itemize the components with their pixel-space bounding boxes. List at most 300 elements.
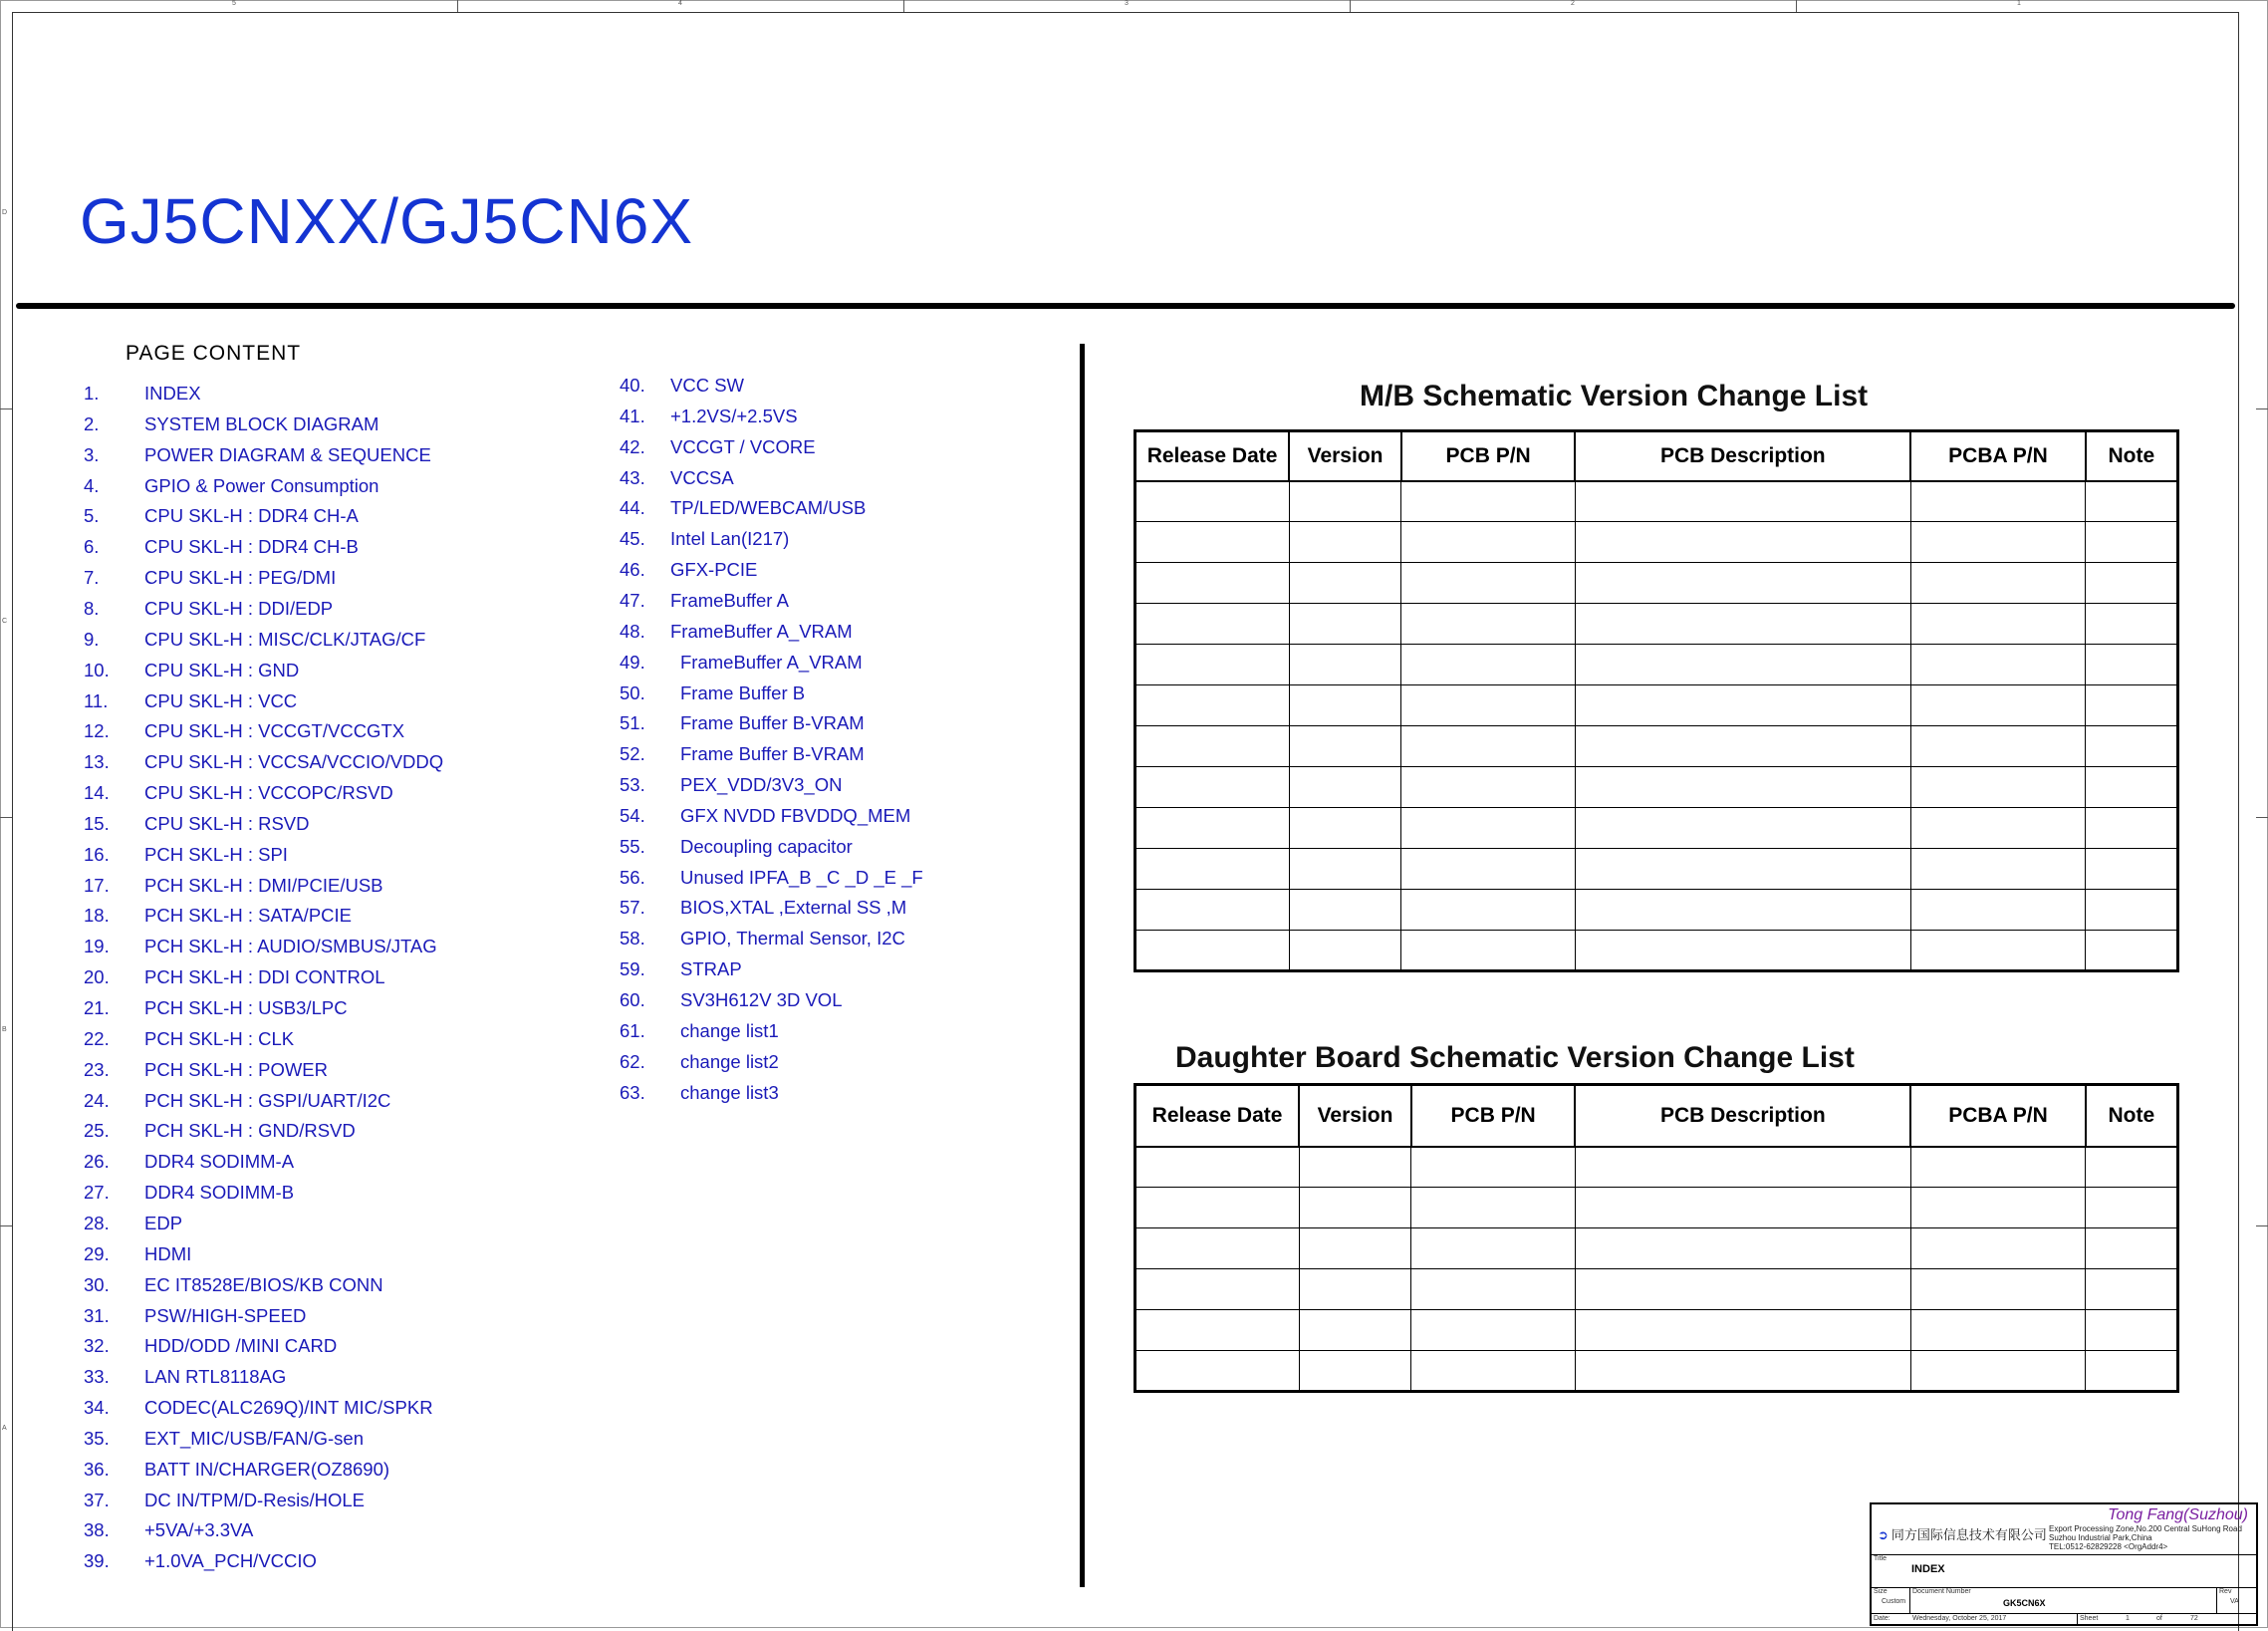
toc-item-number: 50. <box>620 681 645 703</box>
toc-item-label: BIOS,XTAL ,External SS ,M <box>680 897 907 919</box>
table-cell[interactable] <box>1299 1310 1411 1351</box>
toc-item-label: CPU SKL-H : DDR4 CH-A <box>144 505 359 527</box>
table-cell[interactable] <box>1401 685 1575 726</box>
tb-docnum-label: Document Number <box>1912 1588 1971 1595</box>
toc-item-number: 45. <box>620 528 645 550</box>
table-cell[interactable] <box>1575 890 1910 931</box>
page-title: GJ5CNXX/GJ5CN6X <box>80 185 694 257</box>
toc-item-label: CPU SKL-H : PEG/DMI <box>144 567 337 589</box>
toc-item-label: HDMI <box>144 1242 192 1264</box>
table-cell[interactable] <box>1401 890 1575 931</box>
table-cell[interactable] <box>2086 685 2178 726</box>
toc-item-number: 55. <box>620 835 645 857</box>
tb-title-value: INDEX <box>1911 1563 1945 1575</box>
toc-item-label: CPU SKL-H : VCC <box>144 689 298 711</box>
table-row <box>1135 1310 2178 1351</box>
table-cell[interactable] <box>2086 1228 2178 1269</box>
toc-item-number: 22. <box>84 1027 110 1049</box>
toc-item-label: FrameBuffer A_VRAM <box>670 620 853 642</box>
vertical-divider <box>1080 344 1085 1587</box>
toc-item-label: CPU SKL-H : VCCGT/VCCGTX <box>144 720 405 742</box>
toc-item-label: Intel Lan(I217) <box>670 528 790 550</box>
table-cell[interactable] <box>1910 685 2085 726</box>
toc-item-label: PCH SKL-H : SPI <box>144 843 288 865</box>
zone-tick <box>2256 408 2268 409</box>
zone-tick <box>2256 817 2268 818</box>
table-row <box>1135 563 2178 604</box>
toc-item-label: PCH SKL-H : GND/RSVD <box>144 1120 356 1142</box>
toc-item-number: 35. <box>84 1427 110 1449</box>
table-cell[interactable] <box>1289 685 1401 726</box>
toc-item-number: 33. <box>84 1366 110 1388</box>
toc-item-label: EDP <box>144 1212 183 1233</box>
toc-item-label: CPU SKL-H : MISC/CLK/JTAG/CF <box>144 628 426 650</box>
toc-item-number: 1. <box>84 383 100 404</box>
table-cell[interactable] <box>2086 481 2178 522</box>
table-cell[interactable] <box>1135 1351 1300 1392</box>
toc-item-label: Frame Buffer B-VRAM <box>680 712 865 734</box>
toc-item-label: CPU SKL-H : DDI/EDP <box>144 597 334 619</box>
table-cell[interactable] <box>1135 481 1290 522</box>
toc-item-number: 31. <box>84 1304 110 1326</box>
table-cell[interactable] <box>1299 1351 1411 1392</box>
toc-item-number: 16. <box>84 843 110 865</box>
toc-item-label: PCH SKL-H : SATA/PCIE <box>144 905 352 927</box>
page-content-heading: PAGE CONTENT <box>126 342 302 365</box>
table-row <box>1135 685 2178 726</box>
toc-item-number: 24. <box>84 1089 110 1111</box>
toc-item-label: DDR4 SODIMM-A <box>144 1151 295 1173</box>
toc-item-label: BATT IN/CHARGER(OZ8690) <box>144 1458 390 1480</box>
table-cell[interactable] <box>2086 726 2178 767</box>
tb-rule <box>1909 1587 1910 1613</box>
table-cell[interactable] <box>1299 1228 1411 1269</box>
address-line: Suzhou Industrial Park,China <box>2049 1533 2152 1542</box>
toc-item-label: LAN RTL8118AG <box>144 1366 287 1388</box>
table-cell[interactable] <box>1575 1310 1910 1351</box>
table-cell[interactable] <box>1289 726 1401 767</box>
toc-item-number: 41. <box>620 405 645 426</box>
table-cell[interactable] <box>1910 890 2085 931</box>
table-cell[interactable] <box>1575 808 1910 849</box>
table-cell[interactable] <box>1575 1351 1910 1392</box>
toc-item-number: 19. <box>84 936 110 957</box>
column-header: PCB P/N <box>1401 431 1575 481</box>
toc-item-label: +1.0VA_PCH/VCCIO <box>144 1550 317 1572</box>
table-row <box>1135 767 2178 808</box>
table-cell[interactable] <box>2086 1147 2178 1188</box>
toc-item-label: change list1 <box>680 1019 779 1041</box>
tb-of-label: of <box>2156 1615 2162 1622</box>
toc-item-number: 36. <box>84 1458 110 1480</box>
table-cell[interactable] <box>1411 1228 1575 1269</box>
table-cell[interactable] <box>1910 808 2085 849</box>
table-cell[interactable] <box>1135 849 1290 890</box>
table-cell[interactable] <box>1910 604 2085 645</box>
toc-item-label: INDEX <box>144 383 201 404</box>
tb-rule <box>2216 1587 2217 1613</box>
table-cell[interactable] <box>2086 767 2178 808</box>
table-row <box>1135 808 2178 849</box>
table-cell[interactable] <box>1289 522 1401 563</box>
table-cell[interactable] <box>1135 1228 1300 1269</box>
table-cell[interactable] <box>1575 563 1910 604</box>
toc-item-label: CPU SKL-H : GND <box>144 659 300 680</box>
tb-rule <box>1872 1554 2256 1555</box>
table-cell[interactable] <box>2086 808 2178 849</box>
table-row <box>1135 931 2178 971</box>
toc-item-number: 2. <box>84 412 100 434</box>
table-cell[interactable] <box>2086 1269 2178 1310</box>
toc-item-label: PCH SKL-H : DMI/PCIE/USB <box>144 874 383 896</box>
table-cell[interactable] <box>1575 604 1910 645</box>
toc-item-number: 5. <box>84 505 100 527</box>
table-cell[interactable] <box>1135 808 1290 849</box>
tb-size-label: Size <box>1874 1588 1888 1595</box>
table-cell[interactable] <box>1411 1351 1575 1392</box>
toc-item-number: 11. <box>84 689 109 711</box>
company-logo <box>1878 1524 2047 1543</box>
toc-item-label: +1.2VS/+2.5VS <box>670 405 798 426</box>
toc-item-number: 10. <box>84 659 110 680</box>
table-cell[interactable] <box>1135 604 1290 645</box>
table-row <box>1135 1228 2178 1269</box>
table-cell[interactable] <box>1299 1188 1411 1228</box>
table-cell[interactable] <box>1135 563 1290 604</box>
table-cell[interactable] <box>1135 1310 1300 1351</box>
table-cell[interactable] <box>1575 522 1910 563</box>
column-header: PCBA P/N <box>1910 1085 2085 1147</box>
toc-item-number: 23. <box>84 1058 110 1080</box>
toc-item-label: SYSTEM BLOCK DIAGRAM <box>144 412 379 434</box>
table-cell[interactable] <box>2086 522 2178 563</box>
toc-item-label: change list2 <box>680 1050 779 1072</box>
table-cell[interactable] <box>1411 1188 1575 1228</box>
toc-item-number: 9. <box>84 628 100 650</box>
toc-item-number: 18. <box>84 905 110 927</box>
table-row <box>1135 1188 2178 1228</box>
table-row <box>1135 726 2178 767</box>
toc-item-number: 28. <box>84 1212 110 1233</box>
mb-table-title: M/B Schematic Version Change List <box>1360 380 1869 412</box>
toc-item-label: GPIO & Power Consumption <box>144 474 379 496</box>
toc-item-number: 4. <box>84 474 100 496</box>
toc-item-label: PCH SKL-H : CLK <box>144 1027 295 1049</box>
table-cell[interactable] <box>1910 1147 2085 1188</box>
table-cell[interactable] <box>1289 645 1401 685</box>
address-line: TEL:0512-62829228 <OrgAddr4> <box>2049 1542 2168 1551</box>
table-cell[interactable] <box>1135 767 1290 808</box>
zone-label: D <box>2 209 8 216</box>
toc-item-label: PCH SKL-H : AUDIO/SMBUS/JTAG <box>144 936 437 957</box>
toc-item-number: 20. <box>84 966 110 988</box>
toc-item-label: Frame Buffer B <box>680 681 806 703</box>
toc-item-number: 7. <box>84 567 100 589</box>
table-cell[interactable] <box>1289 808 1401 849</box>
toc-item-number: 59. <box>620 958 645 980</box>
toc-item-number: 61. <box>620 1019 645 1041</box>
toc-item-number: 54. <box>620 804 645 826</box>
tb-rule <box>2077 1613 2078 1626</box>
tb-date-label: Date: <box>1874 1615 1890 1622</box>
company-address <box>2049 1524 2242 1551</box>
column-header: Release Date <box>1135 431 1290 481</box>
toc-item-label: POWER DIAGRAM & SEQUENCE <box>144 443 431 465</box>
column-header: PCBA P/N <box>1910 431 2085 481</box>
toc-item-label: FrameBuffer A <box>670 589 789 611</box>
table-cell[interactable] <box>1289 563 1401 604</box>
toc-item-number: 6. <box>84 536 100 558</box>
toc-item-number: 13. <box>84 751 110 773</box>
toc-item-number: 46. <box>620 559 645 581</box>
zone-label: 1 <box>2017 0 2021 7</box>
toc-item-number: 57. <box>620 897 645 919</box>
company-name-en: Tong Fang(Suzhou) <box>2108 1506 2248 1523</box>
zone-tick <box>903 0 904 12</box>
table-cell[interactable] <box>1910 767 2085 808</box>
toc-item-label: VCCSA <box>670 466 734 488</box>
db-table-title: Daughter Board Schematic Version Change List <box>1175 1041 1855 1074</box>
toc-item-number: 48. <box>620 620 645 642</box>
table-cell[interactable] <box>1135 1147 1300 1188</box>
toc-item-number: 37. <box>84 1489 110 1510</box>
table-cell[interactable] <box>1289 931 1401 971</box>
table-cell[interactable] <box>1401 604 1575 645</box>
toc-item-number: 62. <box>620 1050 645 1072</box>
table-cell[interactable] <box>1575 767 1910 808</box>
toc-item-number: 60. <box>620 989 645 1010</box>
toc-item-label: PEX_VDD/3V3_ON <box>680 774 843 796</box>
tb-date-value: Wednesday, October 25, 2017 <box>1912 1615 2007 1622</box>
table-cell[interactable] <box>1910 1351 2085 1392</box>
table-cell[interactable] <box>1575 1188 1910 1228</box>
table-cell[interactable] <box>1575 726 1910 767</box>
table-cell[interactable] <box>1135 522 1290 563</box>
toc-item-number: 12. <box>84 720 110 742</box>
toc-item-label: TP/LED/WEBCAM/USB <box>670 497 867 519</box>
table-cell[interactable] <box>1575 645 1910 685</box>
table-cell[interactable] <box>2086 563 2178 604</box>
tb-sheet-value: 1 <box>2126 1615 2130 1622</box>
toc-item-label: STRAP <box>680 958 742 980</box>
table-cell[interactable] <box>2086 1351 2178 1392</box>
table-cell[interactable] <box>1411 1269 1575 1310</box>
column-header: PCB Description <box>1575 1085 1910 1147</box>
toc-item-label: change list3 <box>680 1081 779 1103</box>
table-cell[interactable] <box>1135 645 1290 685</box>
table-cell[interactable] <box>1910 1310 2085 1351</box>
zone-label: 3 <box>1125 0 1129 7</box>
zone-tick <box>0 1225 12 1226</box>
table-cell[interactable] <box>1411 1310 1575 1351</box>
zone-tick <box>457 0 458 12</box>
table-row <box>1135 849 2178 890</box>
table-cell[interactable] <box>2086 931 2178 971</box>
toc-item-label: CPU SKL-H : VCCOPC/RSVD <box>144 782 393 804</box>
db-version-table <box>1134 1083 2179 1393</box>
toc-item-number: 15. <box>84 812 110 834</box>
zone-label: 4 <box>678 0 682 7</box>
zone-label: C <box>2 618 8 625</box>
tb-rule <box>1872 1613 2256 1614</box>
toc-item-number: 42. <box>620 435 645 457</box>
toc-item-number: 34. <box>84 1397 110 1419</box>
table-cell[interactable] <box>1910 1228 2085 1269</box>
toc-item-number: 52. <box>620 743 645 765</box>
table-cell[interactable] <box>1135 685 1290 726</box>
table-cell[interactable] <box>1575 1147 1910 1188</box>
column-header: Version <box>1299 1085 1411 1147</box>
tb-sheet-label: Sheet <box>2080 1615 2099 1622</box>
toc-item-label: FrameBuffer A_VRAM <box>680 651 863 673</box>
toc-item-label: PCH SKL-H : DDI CONTROL <box>144 966 385 988</box>
column-header: PCB Description <box>1575 431 1910 481</box>
table-cell[interactable] <box>1910 726 2085 767</box>
toc-item-number: 32. <box>84 1335 110 1357</box>
toc-item-number: 63. <box>620 1081 645 1103</box>
table-cell[interactable] <box>1575 685 1910 726</box>
table-cell[interactable] <box>1401 481 1575 522</box>
toc-item-number: 43. <box>620 466 645 488</box>
toc-item-number: 26. <box>84 1151 110 1173</box>
zone-label: 2 <box>1571 0 1575 7</box>
toc-item-label: GPIO, Thermal Sensor, I2C <box>680 928 905 950</box>
toc-item-number: 38. <box>84 1519 110 1541</box>
mb-version-table <box>1134 429 2179 972</box>
address-line: Export Processing Zone,No.200 Central SuHong Road <box>2049 1524 2242 1533</box>
zone-tick <box>0 817 12 818</box>
zone-tick <box>1350 0 1351 12</box>
table-cell[interactable] <box>1135 931 1290 971</box>
table-cell[interactable] <box>1401 849 1575 890</box>
table-cell[interactable] <box>1135 726 1290 767</box>
table-cell[interactable] <box>1910 645 2085 685</box>
toc-item-label: VCC SW <box>670 375 744 396</box>
table-cell[interactable] <box>1135 890 1290 931</box>
table-row <box>1135 1351 2178 1392</box>
toc-item-label: GFX NVDD FBVDDQ_MEM <box>680 804 911 826</box>
table-cell[interactable] <box>1135 1188 1300 1228</box>
table-cell[interactable] <box>1910 1269 2085 1310</box>
toc-item-label: VCCGT / VCORE <box>670 435 816 457</box>
toc-item-number: 51. <box>620 712 645 734</box>
table-cell[interactable] <box>2086 604 2178 645</box>
title-divider <box>16 303 2235 309</box>
table-cell[interactable] <box>1910 481 2085 522</box>
table-cell[interactable] <box>1401 563 1575 604</box>
table-cell[interactable] <box>1910 931 2085 971</box>
table-cell[interactable] <box>1910 1188 2085 1228</box>
table-cell[interactable] <box>1289 767 1401 808</box>
toc-item-label: PCH SKL-H : POWER <box>144 1058 328 1080</box>
toc-item-number: 25. <box>84 1120 110 1142</box>
table-cell[interactable] <box>1411 1147 1575 1188</box>
toc-item-number: 3. <box>84 443 100 465</box>
tb-rev-value: VA <box>2230 1598 2239 1605</box>
toc-item-number: 21. <box>84 997 110 1018</box>
toc-item-label: CODEC(ALC269Q)/INT MIC/SPKR <box>144 1397 433 1419</box>
table-cell[interactable] <box>1401 808 1575 849</box>
table-cell[interactable] <box>2086 1188 2178 1228</box>
toc-item-number: 30. <box>84 1273 110 1295</box>
table-cell[interactable] <box>1910 522 2085 563</box>
toc-item-label: SV3H612V 3D VOL <box>680 989 843 1010</box>
zone-label: 5 <box>232 0 236 7</box>
table-cell[interactable] <box>1575 849 1910 890</box>
table-cell[interactable] <box>1401 931 1575 971</box>
table-cell[interactable] <box>1299 1269 1411 1310</box>
toc-item-label: CPU SKL-H : RSVD <box>144 812 310 834</box>
tb-rev-label: Rev <box>2219 1588 2232 1595</box>
table-cell[interactable] <box>1135 1269 1300 1310</box>
toc-item-number: 44. <box>620 497 645 519</box>
table-cell[interactable] <box>1575 1269 1910 1310</box>
table-cell[interactable] <box>2086 645 2178 685</box>
table-cell[interactable] <box>1575 481 1910 522</box>
toc-item-label: +5VA/+3.3VA <box>144 1519 254 1541</box>
table-row <box>1135 481 2178 522</box>
toc-item-label: Decoupling capacitor <box>680 835 853 857</box>
toc-item-label: PSW/HIGH-SPEED <box>144 1304 307 1326</box>
table-cell[interactable] <box>1575 1228 1910 1269</box>
toc-item-number: 47. <box>620 589 645 611</box>
table-cell[interactable] <box>1299 1147 1411 1188</box>
table-cell[interactable] <box>1289 890 1401 931</box>
column-header: PCB P/N <box>1411 1085 1575 1147</box>
toc-item-number: 49. <box>620 651 645 673</box>
toc-item-number: 17. <box>84 874 110 896</box>
table-cell[interactable] <box>1401 522 1575 563</box>
column-header: Release Date <box>1135 1085 1300 1147</box>
tb-size-value: Custom <box>1882 1598 1906 1605</box>
toc-item-number: 14. <box>84 782 110 804</box>
table-cell[interactable] <box>2086 849 2178 890</box>
toc-item-number: 8. <box>84 597 100 619</box>
zone-tick <box>2256 1225 2268 1226</box>
zone-label: A <box>2 1425 7 1432</box>
table-cell[interactable] <box>1401 726 1575 767</box>
tb-of-value: 72 <box>2190 1615 2198 1622</box>
toc-item-label: CPU SKL-H : VCCSA/VCCIO/VDDQ <box>144 751 444 773</box>
toc-item-label: HDD/ODD /MINI CARD <box>144 1335 338 1357</box>
table-cell[interactable] <box>2086 890 2178 931</box>
toc-item-number: 53. <box>620 774 645 796</box>
company-name-cn: 同方国际信息技术有限公司 <box>1890 1527 2047 1542</box>
table-cell[interactable] <box>1401 645 1575 685</box>
table-row <box>1135 1147 2178 1188</box>
table-cell[interactable] <box>2086 1310 2178 1351</box>
toc-item-label: PCH SKL-H : USB3/LPC <box>144 997 348 1018</box>
table-cell[interactable] <box>1289 849 1401 890</box>
table-cell[interactable] <box>1401 767 1575 808</box>
column-header: Note <box>2086 1085 2178 1147</box>
table-cell[interactable] <box>1910 849 2085 890</box>
toc-item-label: Unused IPFA_B _C _D _E _F <box>680 866 923 888</box>
zone-label: B <box>2 1026 7 1033</box>
table-row <box>1135 522 2178 563</box>
tb-title-label: Title <box>1874 1555 1887 1562</box>
table-cell[interactable] <box>1289 481 1401 522</box>
table-cell[interactable] <box>1289 604 1401 645</box>
zone-tick <box>1796 0 1797 12</box>
tb-docnum-value: GK5CN6X <box>2003 1598 2046 1608</box>
toc-item-label: DC IN/TPM/D-Resis/HOLE <box>144 1489 365 1510</box>
table-row <box>1135 890 2178 931</box>
toc-item-number: 40. <box>620 375 645 396</box>
toc-item-label: GFX-PCIE <box>670 559 758 581</box>
table-cell[interactable] <box>1910 563 2085 604</box>
table-cell[interactable] <box>1575 931 1910 971</box>
